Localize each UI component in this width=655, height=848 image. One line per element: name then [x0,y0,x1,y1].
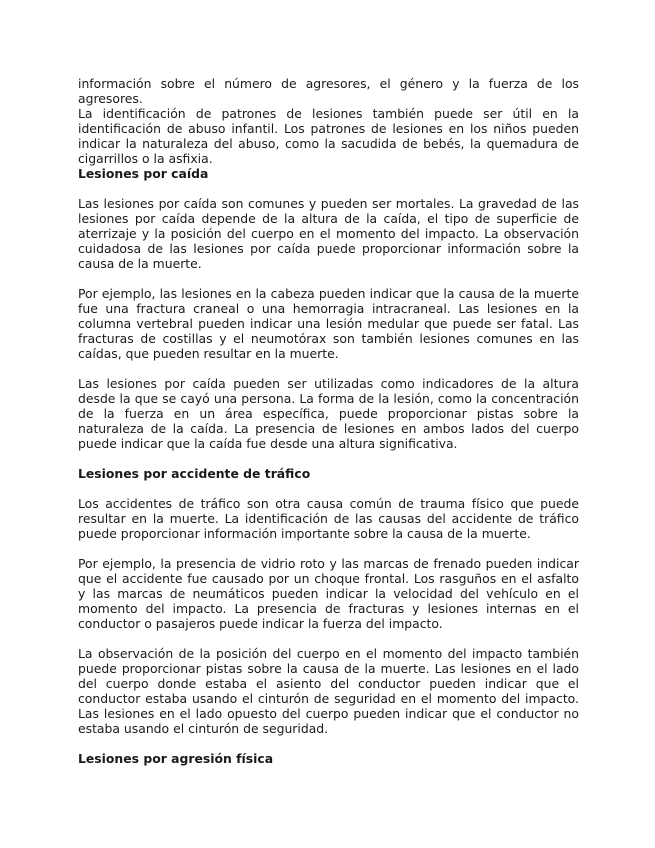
intro-paragraph-child-abuse: La identificación de patrones de lesiones también puede ser útil en la identificación de abuso infantil. Los patrones de lesiones en los niños pueden indicar la naturaleza del abuso, como la sacudida de bebés, la quemadura de cigarrillos o la asfixia. [78,106,579,166]
heading-lesiones-por-agresion-fisica: Lesiones por agresión física [78,751,274,766]
paragraph-caida-1: Las lesiones por caída son comunes y pueden ser mortales. La gravedad de las lesiones por caída depende de la altura de la caída, el tipo de superficie de aterrizaje y la posición del cuerpo en el momento del impacto. La observación cuidadosa de las lesiones por caída puede proporcionar información sobre la causa de la muerte. [78,196,579,271]
paragraph-trafico-3: La observación de la posición del cuerpo en el momento del impacto también puede proporcionar pistas sobre la causa de la muerte. Las lesiones en el lado del cuerpo donde estaba el asiento del conductor pueden indicar que el conductor estaba usando el cinturón de seguridad en el momento del impacto. Las lesiones en el lado opuesto del cuerpo pueden indicar que el conductor no estaba usando el cinturón de seguridad. [78,646,579,736]
heading-lesiones-por-caida: Lesiones por caída [78,166,209,181]
paragraph-caida-2: Por ejemplo, las lesiones en la cabeza pueden indicar que la causa de la muerte fue una fractura craneal o una hemorragia intracraneal. Las lesiones en la columna vertebral pueden indicar una lesión medular que puede ser fatal. Las fracturas de costillas y el neumotórax son también lesiones comunes en las caídas, que pueden resultar en la muerte. [78,286,579,361]
document-page [78,76,579,766]
paragraph-trafico-2: Por ejemplo, la presencia de vidrio roto y las marcas de frenado pueden indicar que el accidente fue causado por un choque frontal. Los rasguños en el asfalto y las marcas de neumáticos pueden indicar la velocidad del vehículo en el momento del impacto. La presencia de fracturas y lesiones internas en el conductor o pasajeros puede indicar la fuerza del impacto. [78,556,579,631]
paragraph-caida-3: Las lesiones por caída pueden ser utilizadas como indicadores de la altura desde la que se cayó una persona. La forma de la lesión, como la concentración de la fuerza en un área específica, puede proporcionar pistas sobre la naturaleza de la caída. La presencia de lesiones en ambos lados del cuerpo puede indicar que la caída fue desde una altura significativa. [78,376,579,451]
intro-paragraph-continued: información sobre el número de agresores, el género y la fuerza de los agresores. [78,76,579,106]
heading-lesiones-por-accidente-de-trafico: Lesiones por accidente de tráfico [78,466,311,481]
paragraph-trafico-1: Los accidentes de tráfico son otra causa común de trauma físico que puede resultar en la muerte. La identificación de las causas del accidente de tráfico puede proporcionar información importante sobre la causa de la muerte. [78,496,579,541]
